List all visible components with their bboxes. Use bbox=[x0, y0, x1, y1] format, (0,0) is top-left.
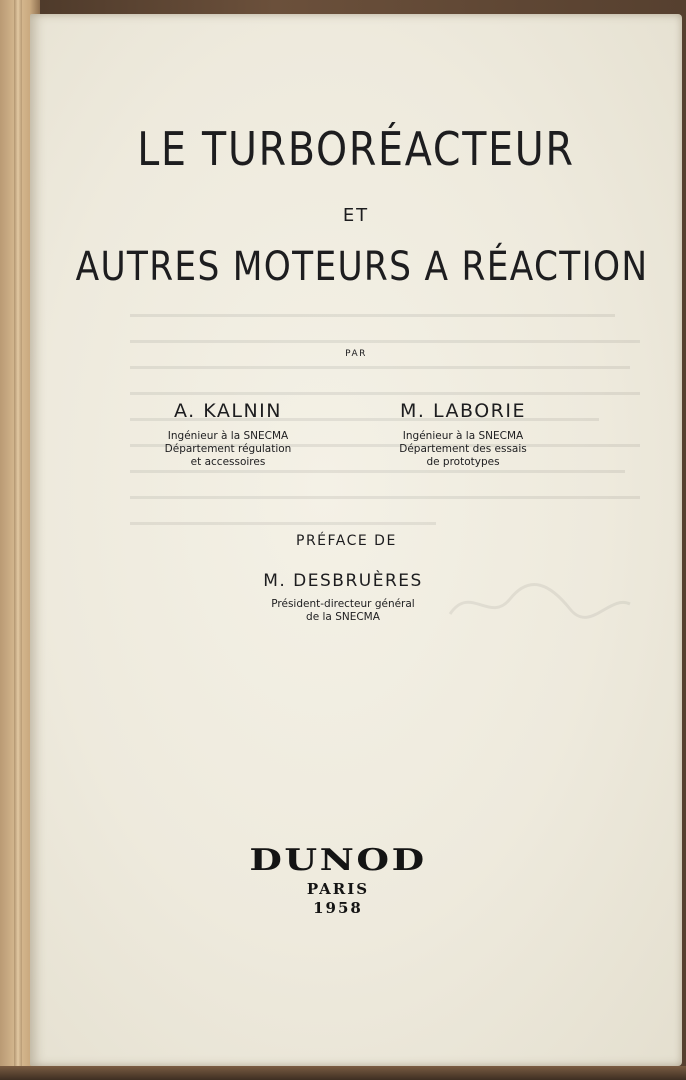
book-subtitle: AUTRES MOTEURS A RÉACTION bbox=[75, 244, 649, 290]
preface-author-org: de la SNECMA bbox=[306, 611, 380, 623]
author-department-cont: de prototypes bbox=[426, 456, 500, 468]
publication-year: 1958 bbox=[313, 899, 363, 917]
preface-label: PRÉFACE DE bbox=[296, 533, 397, 549]
book-title: LE TURBORÉACTEUR bbox=[137, 122, 575, 176]
publisher-block bbox=[233, 842, 443, 918]
bleed-through-signature bbox=[440, 574, 640, 634]
author-affiliation: Ingénieur à la SNECMA bbox=[402, 430, 524, 442]
by-label: PAR bbox=[345, 349, 367, 359]
author-laborie bbox=[348, 400, 578, 469]
preface-author-title: Président-directeur général bbox=[271, 598, 415, 610]
preface-author-name: M. DESBRUÈRES bbox=[263, 571, 423, 591]
publisher-city: PARIS bbox=[306, 880, 370, 898]
author-department: Département régulation bbox=[164, 443, 292, 455]
author-department: Département des essais bbox=[399, 443, 527, 455]
author-name: M. LABORIE bbox=[400, 400, 526, 422]
book-bottom-edge bbox=[0, 1066, 686, 1080]
preface-author bbox=[233, 571, 453, 624]
publisher-name: DUNOD bbox=[249, 843, 427, 878]
author-department-cont: et accessoires bbox=[190, 456, 266, 468]
author-affiliation: Ingénieur à la SNECMA bbox=[167, 430, 289, 442]
author-name: A. KALNIN bbox=[174, 400, 282, 422]
title-conjunction: ET bbox=[342, 205, 370, 226]
author-kalnin bbox=[128, 400, 328, 469]
